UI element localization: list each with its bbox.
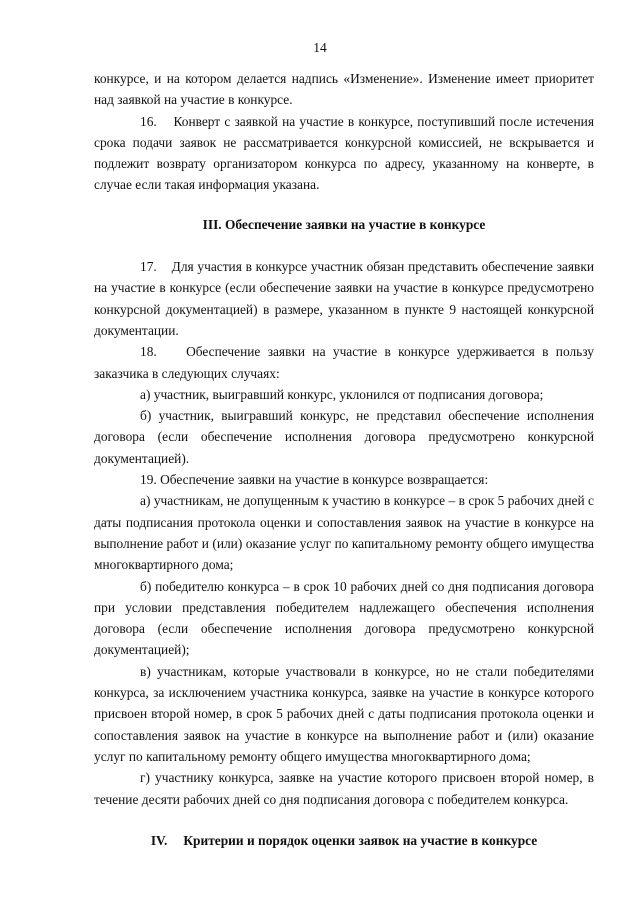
paragraph-18-a: а) участник, выигравший конкурс, уклонился от подписания договора;: [140, 386, 544, 402]
section-4-number: IV.: [150, 832, 168, 848]
section-4-heading: [94, 830, 594, 851]
paragraph-continuation: конкурсе, и на котором делается надпись «Изменение». Изменение имеет приоритет над заявкой на участие в конкурсе.: [94, 71, 594, 108]
document-body: [94, 68, 594, 851]
paragraph-19-v: в) участникам, которые участвовали в конкурсе, но не стали победителями конкурса, за исключением участника конкурса, заявке на участие в конкурсе которого присвоен второй номер, в срок 5 рабочих дней с даты подписания протокола оценки и сопоставления заявок на участие в конкурсе на выполнение работ и (или) оказание услуг по капитальному ремонту общего имущества многоквартирного дома;: [94, 663, 594, 764]
paragraph-18: 18. Обеспечение заявки на участие в конкурсе удерживается в пользу заказчика в следующих случаях:: [94, 344, 594, 381]
paragraph-17: 17. Для участия в конкурсе участник обязан представить обеспечение заявки на участие в конкурсе (если обеспечение заявки на участие в конкурсе предусмотрено конкурсной документацией) в размере, указанном в пункте 9 настоящей конкурсной документации.: [94, 259, 594, 338]
paragraph-18-b: б) участник, выигравший конкурс, не представил обеспечение исполнения договора (если обеспечение исполнения договора предусмотрено конкурсной документацией).: [94, 408, 594, 466]
paragraph-19-a: а) участникам, не допущенным к участию в конкурсе – в срок 5 рабочих дней с даты подписания протокола оценки и сопоставления заявок на участие в конкурсе на выполнение работ и (или) оказание услуг по капитальному ремонту общего имущества многоквартирного дома;: [94, 493, 594, 573]
paragraph-19-b: б) победителю конкурса – в срок 10 рабочих дней со дня подписания договора при условии представления победителем надлежащего обеспечения исполнения договора (если обеспечение исполнения договора предусмотрено конкурсной документацией);: [94, 578, 594, 658]
paragraph-16: 16. Конверт с заявкой на участие в конкурсе, поступивший после истечения срока подачи заявок не рассматривается конкурсной комиссией, не вскрывается и подлежит возврату организатором конкурса по адресу, указанному на конверте, в случае если такая информация указана.: [94, 113, 594, 193]
section-3-heading: III. Обеспечение заявки на участие в конкурсе: [202, 216, 486, 232]
paragraph-19: 19. Обеспечение заявки на участие в конкурсе возвращается:: [140, 472, 489, 488]
paragraph-19-g: г) участнику конкурса, заявке на участие которого присвоен второй номер, в течение десяти рабочих дней со дня подписания договора с победителем конкурса.: [94, 770, 594, 807]
page-number: 14: [313, 40, 327, 55]
section-4-title: Критерии и порядок оценки заявок на участие в конкурсе: [183, 832, 538, 848]
